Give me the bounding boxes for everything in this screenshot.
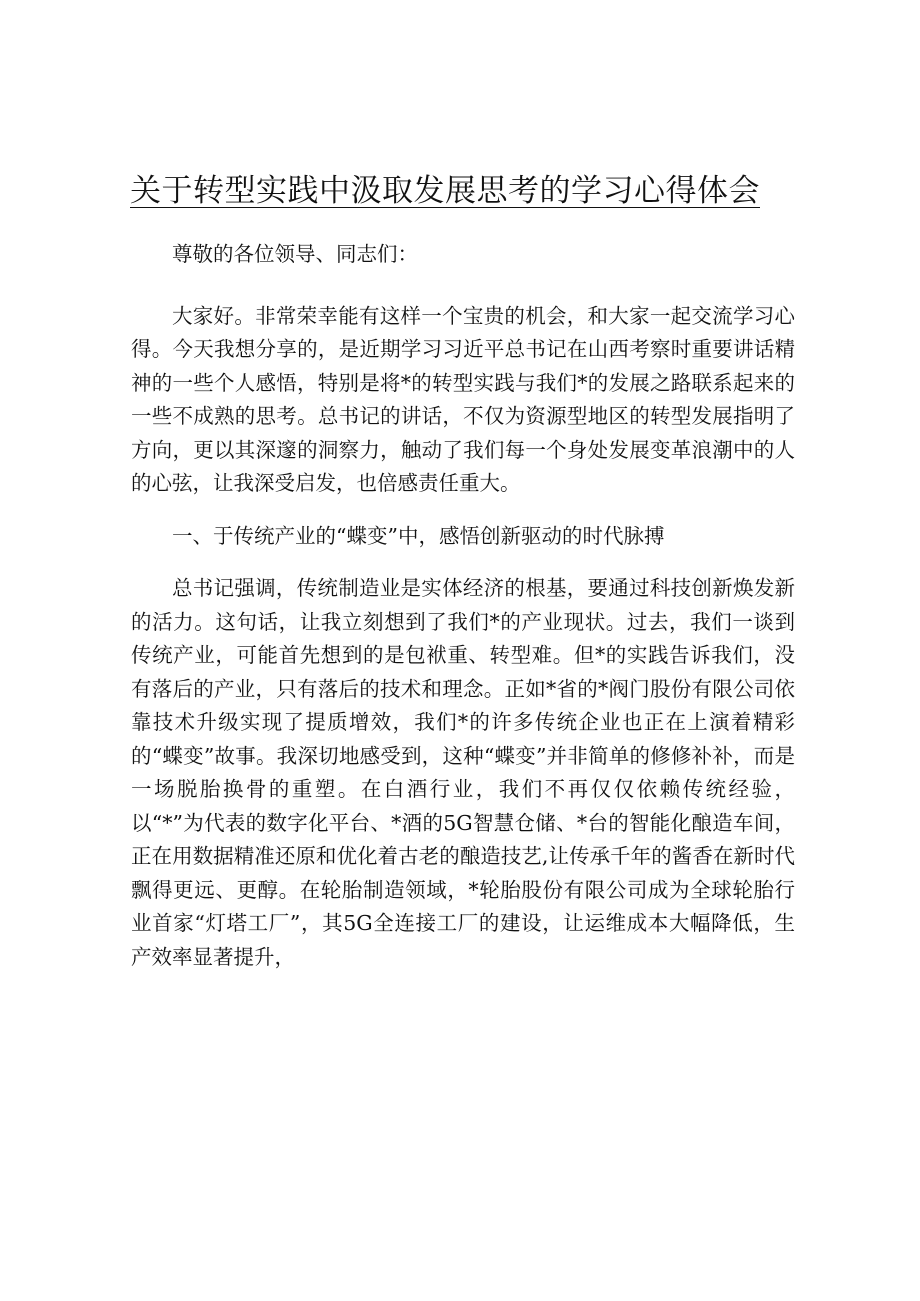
section-heading-1: 一、于传统产业的“蝶变”中，感悟创新驱动的时代脉搏 (172, 523, 665, 548)
salutation-paragraph: 尊敬的各位领导、同志们： (172, 242, 418, 266)
document-title: 关于转型实践中汲取发展思考的学习心得体会 (130, 173, 760, 209)
intro-paragraph: 大家好。非常荣幸能有这样一个宝贵的机会，和大家一起交流学习心得。今天我想分享的，是近期学习习近平总书记在山西考察时重要讲话精神的一些个人感悟，特别是将*的转型实践与我们*的发展之路联系起来的一些不成熟的思考。总书记的讲话，不仅为资源型地区的转型发展指明了方向，更以其深邃的洞察力，触动了我们每一个身处发展变革浪潮中的人的心弦，让我深受启发，也倍感责任重大。 (131, 303, 795, 495)
section-1-paragraph: 总书记强调，传统制造业是实体经济的根基，要通过科技创新焕发新的活力。这句话，让我立刻想到了我们*的产业现状。过去，我们一谈到传统产业，可能首先想到的是包袱重、转型难。但*的实践告诉我们，没有落后的产业，只有落后的技术和理念。正如*省的*阀门股份有限公司依靠技术升级实现了提质增效，我们*的许多传统企业也正在上演着精彩的“蝶变”故事。我深切地感受到，这种“蝶变”并非简单的修修补补，而是一场脱胎换骨的重塑。在白酒行业，我们不再仅仅依赖传统经验，以“*”为代表的数字化平台、*酒的5G智慧仓储、*台的智能化酿造车间，正在用数据精准还原和优化着古老的酿造技艺,让传承千年的酱香在新时代飘得更远、更醇。在轮胎制造领域，*轮胎股份有限公司成为全球轮胎行业首家“灯塔工厂”，其5G全连接工厂的建设，让运维成本大幅降低，生产效率显著提升， (131, 576, 795, 969)
document-body (131, 238, 795, 993)
